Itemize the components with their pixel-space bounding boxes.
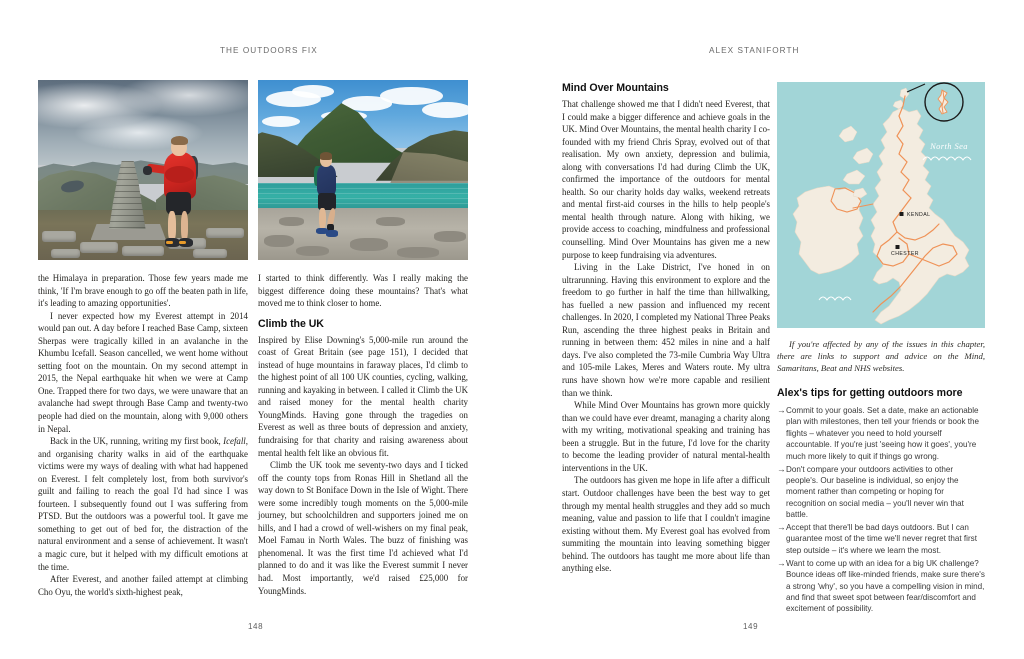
tip-item <box>777 558 985 615</box>
body-column-three <box>562 82 770 575</box>
paragraph-icefall <box>38 435 248 573</box>
section-heading-mind-over-mountains: Mind Over Mountains <box>562 82 669 94</box>
body-column-one <box>38 272 248 598</box>
mountain-lake-photo <box>258 80 468 260</box>
text-before-italic: Back in the UK, running, writing my first book, <box>50 436 224 447</box>
running-head-left: THE OUTDOORS FIX <box>220 46 318 55</box>
tip-item <box>777 405 985 462</box>
book-title-italic: Icefall <box>223 436 246 447</box>
paragraph: I never expected how my Everest attempt in 2014 would pan out. A day before I reached Base Camp, sixteen Sherpas were tragically killed in an avalanche in the Khumbu Icefall. Season cancelled, we went home without setting foot on the mountain. On my second attempt in 2015, the Nepal earthquake hit when we were at Camp One. Trapped there for two days, we were unaware that an avalanche had swept through Base Camp and twenty-two people had died on the mountain, along with 9,000 others in Nepal. <box>38 310 248 434</box>
paragraph: While Mind Over Mountains has grown more quickly than we could have ever dreamt, managing a charity along with my writing, motivational speaking and training has been a struggle. But in the future, I'd love for the charity to become the leading provider of natural mental-health interventions in the UK. <box>562 400 770 473</box>
paragraph: Climb the UK took me seventy-two days and I ticked off the county tops from Ronas Hill in Shetland all the way down to St Boniface Down in the Isle of Wight. There were some incredibly tough moments on the 5,000-mile journey, but schoolchildren and supporters joined me on hills, and I had a crowd of well-wishers on my final peak, Moel Famau in North Wales. The buzz of finishing was phenomenal. It was the first time I'd achieved what I'd planned to do and it was like the Everest summit I never had. Most importantly, we'd raised £25,000 for YoungMinds. <box>258 460 468 596</box>
arrow-bullet-icon: → <box>777 405 786 415</box>
tip-item <box>777 522 985 556</box>
tips-block <box>777 386 985 616</box>
text-after-italic: , and organising charity walks in aid of the earthquake victims were my ways of dealing with what had happened on Everest. I felt completely lost, from both survivor's guilt and failing to reach the goal I'd had since I was fourteen. I subsequently found out I was suffering from PTSD. But the outdoors was a powerful tool. It gave me something to get out of bed for, the distraction of the natural environment and a sense of achievement. It wasn't a magic cure, but it helped with my difficult emotions at the time. <box>38 436 248 572</box>
tip-text: Commit to your goals. Set a date, make an actionable plan with milestones, then tell your friends or book the flights – whatever you need to hold yourself accountable. If you're just 'seeing how it goes', you're much more likely to quit if things go wrong. <box>786 406 980 461</box>
map-caption: If you're affected by any of the issues in this chapter, there are links to support and advice on the Mind, Samaritans, Beat and NHS websites. <box>777 339 985 374</box>
paragraph: That challenge showed me that I didn't need Everest, that I could make a bigger difference and achieve goals in the UK. Mind Over Mountains, the mental health charity I co-founded with my friend Chris Spray, evolved out of that realisation. My own anxiety, depression and bulimia, along with conversations I'd had during Climb the UK, confirmed the importance of the outdoors for mental health. So our charity holds day walks, weekend retreats and mental first-aid courses in the hills to help people's mental health through nature. Along with hiking, we provide access to coaching, mindfulness and professional counselling. Mind Over Mountains has given me a new purpose to keep fundraising via adventures. <box>562 99 770 260</box>
uk-route-map <box>777 82 985 328</box>
running-head-right: ALEX STANIFORTH <box>709 46 800 55</box>
summit-cairn-photo <box>38 80 248 260</box>
chester-label: CHESTER <box>891 251 919 257</box>
paragraph: The outdoors has given me hope in life after a difficult start. Outdoor challenges have been the best way to get through my mental health struggles and they add so much meaning, value and passion to life that I couldn't imagine existing without them. My Everest goal has evolved from summiting the mountain into leaving something bigger behind. The outdoors has taught me more about life than anything else. <box>562 475 770 574</box>
page-number-right: 149 <box>743 622 759 631</box>
arrow-bullet-icon: → <box>777 522 786 533</box>
paragraph: Living in the Lake District, I've honed in on ultrarunning. Having this environment to explore and the freedom to go further in half the time than hillwalking, has fuelled a new passion and influenced my recent challenges. In 2020, I completed my National Three Peaks Run, ascending the three highest peaks in Britain and running in between them: 452 miles in nine and a half days. I've also completed the 73-mile Cumbria Way Ultra and 105-mile Lakes, Meres and Waters route. My ultra runs have shown how we're more capable and resilient than we think. <box>562 262 770 398</box>
paragraph: After Everest, and another failed attempt at climbing Cho Oyu, the world's sixth-highest peak, <box>38 574 248 597</box>
body-column-two <box>258 272 468 597</box>
north-sea-label: North Sea <box>930 141 968 151</box>
tip-item <box>777 464 985 521</box>
paragraph: Inspired by Elise Downing's 5,000-mile run around the coast of Great Britain (see page 151), I decided that instead of huge mountains in faraway places, I'd climb to the highest point of all 100 UK counties, cycling, walking, running and kayaking in between. I called it Climb the UK and raised money for the mental health charity YoungMinds. Having gone through the tragedies on Everest as well as three bouts of depression and anxiety, fundraising for that charity and raising awareness about mental health felt like an obvious fit. <box>258 334 468 458</box>
chester-marker <box>896 245 900 249</box>
page-number-left: 148 <box>248 622 264 631</box>
arrow-bullet-icon: → <box>777 557 786 568</box>
tip-text: Don't compare your outdoors activities to other people's. Our baseline is individual, so enjoy the moment rather than competing or hoping for recognition on social media – you'll never win that battle. <box>786 464 964 520</box>
uk-map-svg <box>777 82 985 328</box>
tip-text: Want to come up with an idea for a big UK challenge? Bounce ideas off like-minded friends, make sure there's a strong 'why', so you have a compelling vision in mind, and find that sweet spot between fear/discomfort and excitement of possibility. <box>786 558 985 614</box>
kendal-label: KENDAL <box>907 212 931 218</box>
tip-text: Accept that there'll be bad days outdoors. But I can guarantee most of the time we'll never regret that first step outside – it's where we learn the most. <box>786 523 977 555</box>
kendal-marker <box>900 212 904 216</box>
section-heading-climb-the-uk: Climb the UK <box>258 317 324 330</box>
tips-heading: Alex's tips for getting outdoors more <box>777 387 963 399</box>
paragraph: the Himalaya in preparation. Those few years made me think, 'If I'm brave enough to go off the beaten path in life, it's leading to amazing opportunities'. <box>38 273 248 309</box>
paragraph: I started to think differently. Was I really making the biggest difference doing these mountains? That's what moved me to think closer to home. <box>258 273 468 309</box>
arrow-bullet-icon: → <box>777 463 786 474</box>
